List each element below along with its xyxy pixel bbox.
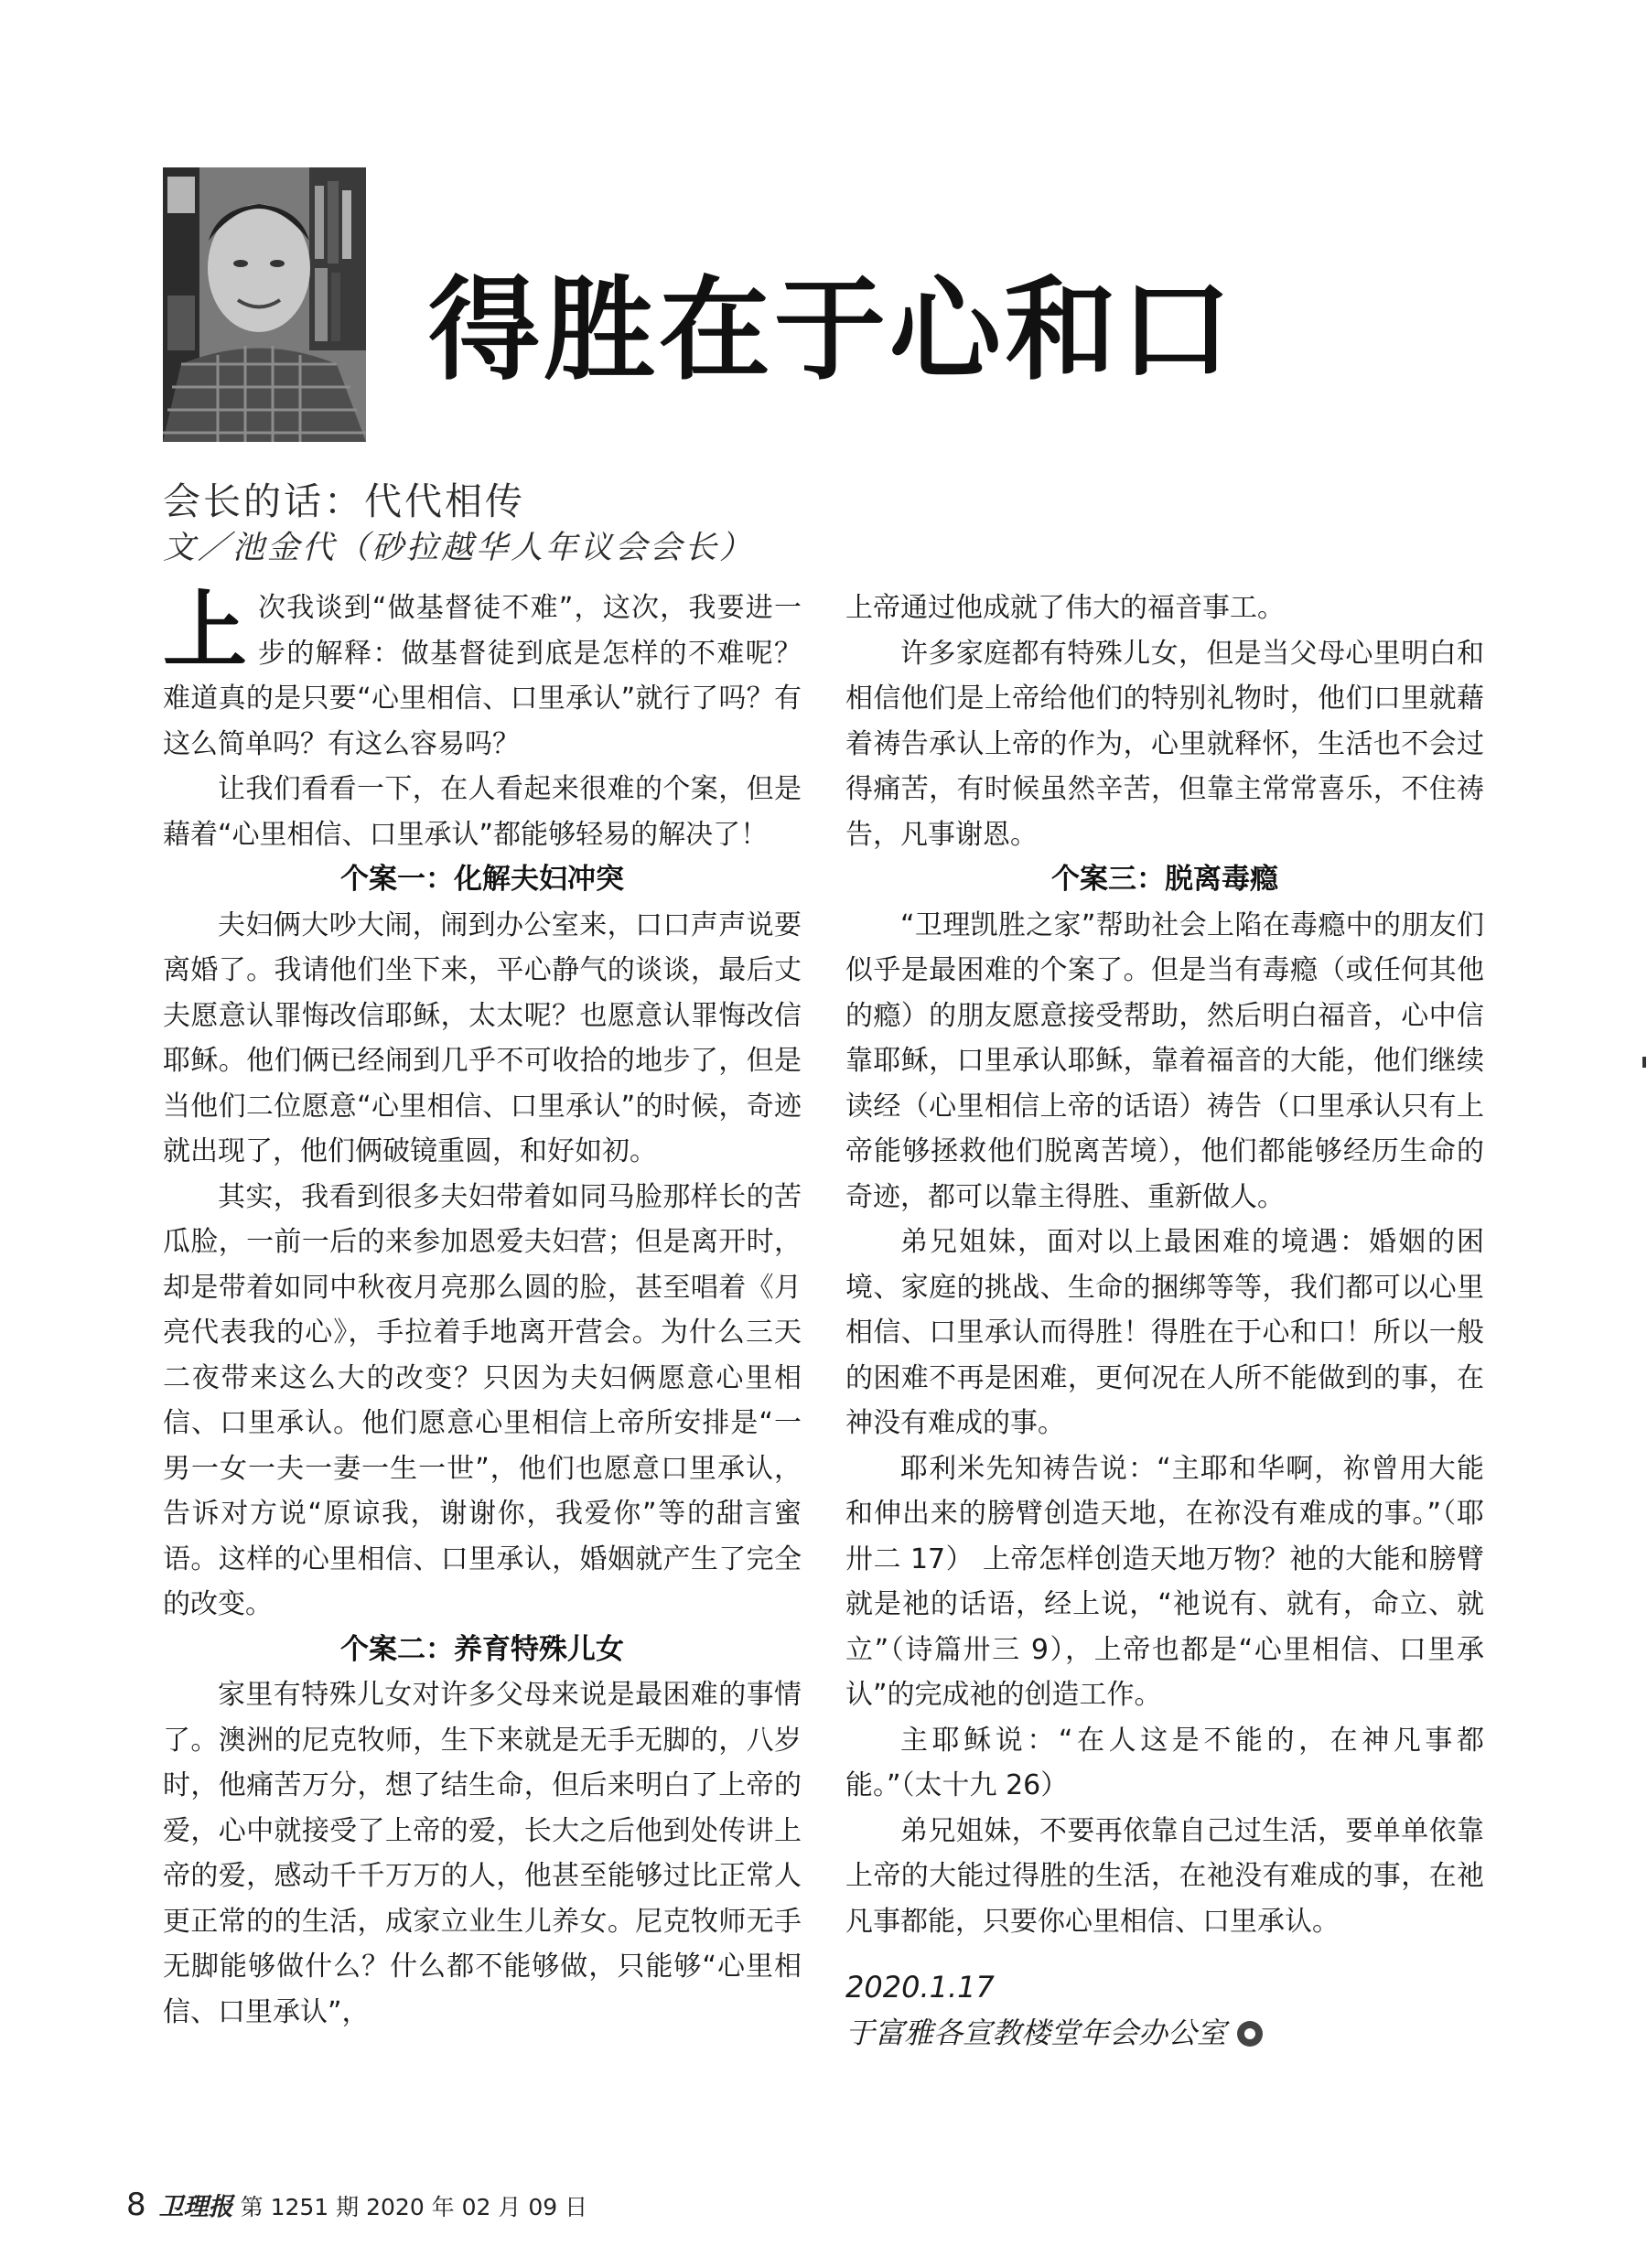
signature-place (845, 2010, 1484, 2056)
page-footer (126, 2188, 587, 2224)
article-column-right (845, 586, 1484, 2056)
paragraph: 让我们看看一下，在人看起来很难的个案，但是藉着“心里相信、口里承认”都能够轻易的解决了！ (163, 773, 802, 851)
paragraph: 弟兄姐妹，不要再依靠自己过生活，要单单依靠上帝的大能过得胜的生活，在祂没有难成的事，在祂凡事都能，只要你心里相信、口里承认。 (845, 1814, 1484, 1938)
paragraph: 弟兄姐妹，面对以上最困难的境遇：婚姻的困境、家庭的挑战、生命的捆绑等等，我们都可以心里相信、口里承认而得胜！得胜在于心和口！所以一般的困难不再是困难，更何况在人所不能做到的事，在神没有难成的事。 (845, 1226, 1484, 1439)
paragraph: 许多家庭都有特殊儿女，但是当父母心里明白和相信他们是上帝给他们的特别礼物时，他们口里就藉着祷告承认上帝的作为，心里就释怀，生活也不会过得痛苦，有时候虽然辛苦，但靠主常常喜乐，不住祷告，凡事谢恩。 (845, 637, 1484, 851)
drop-cap: 上 (163, 582, 248, 680)
column-series-heading: 会长的话：代代相传 (163, 479, 525, 523)
article-title: 得胜在于心和口 (428, 265, 1235, 395)
signature-place-text: 于富雅各宣教楼堂年会办公室 (845, 2015, 1227, 2050)
paragraph: 上帝通过他成就了伟大的福音事工。 (845, 592, 1285, 624)
page-number: 8 (126, 2187, 146, 2223)
paragraph: 耶利米先知祷告说：“主耶和华啊，祢曾用大能和伸出来的膀臂创造天地，在祢没有难成的事。”（耶卅二 17） 上帝怎样创造天地万物？祂的大能和膀臂就是祂的话语，经上说，“祂说有、就有，命立、就立”（诗篇卅三 9），上帝也都是“心里相信、口里承认”的完成祂的创造工作。 (845, 1452, 1484, 1711)
magazine-logo: 卫理报 (158, 2193, 233, 2221)
section-heading: 个案三：脱离毒瘾 (1051, 863, 1278, 896)
section-heading: 个案一：化解夫妇冲突 (340, 863, 624, 896)
signature-block (845, 1964, 1484, 2056)
paragraph: 主耶稣说：“在人这是不能的，在神凡事都能。”（太十九 26） (845, 1724, 1484, 1801)
author-portrait-image (163, 167, 366, 442)
paragraph: “卫理凯胜之家”帮助社会上陷在毒瘾中的朋友们似乎是最困难的个案了。但是当有毒瘾（或任何其他的瘾）的朋友愿意接受帮助，然后明白福音，心中信靠耶稣，口里承认耶稣，靠着福音的大能，他们继续读经（心里相信上帝的话语）祷告（口里承认只有上帝能够拯救他们脱离苦境），他们都能够经历生命的奇迹，都可以靠主得胜、重新做人。 (845, 908, 1484, 1213)
margin-mark (1642, 1057, 1646, 1068)
author-byline: 文／池金代（砂拉越华人年议会会长） (163, 530, 755, 566)
paragraph (163, 582, 802, 767)
end-mark-icon (1237, 2021, 1263, 2047)
paragraph: 家里有特殊儿女对许多父母来说是最困难的事情了。澳洲的尼克牧师，生下来就是无手无脚的，八岁时，他痛苦万分，想了结生命，但后来明白了上帝的爱，心中就接受了上帝的爱，长大之后他到处传讲上帝的爱，感动千千万万的人，他甚至能够过比正常人更正常的的生活，成家立业生儿养女。尼克牧师无手无脚能够做什么？什么都不能够做，只能够“心里相信、口里承认”， (163, 1679, 802, 2028)
author-photo (163, 167, 366, 442)
paragraph: 其实，我看到很多夫妇带着如同马脸那样长的苦瓜脸，一前一后的来参加恩爱夫妇营；但是离开时，却是带着如同中秋夜月亮那么圆的脸，甚至唱着《月亮代表我的心》，手拉着手地离开营会。为什么三天二夜带来这么大的改变？只因为夫妇俩愿意心里相信、口里承认。他们愿意心里相信上帝所安排是“一男一女一夫一妻一生一世”，他们也愿意口里承认，告诉对方说“原谅我，谢谢你，我爱你”等的甜言蜜语。这样的心里相信、口里承认，婚姻就产生了完全的改变。 (163, 1180, 802, 1620)
paragraph: 夫妇俩大吵大闹，闹到办公室来，口口声声说要离婚了。我请他们坐下来，平心静气的谈谈，最后丈夫愿意认罪悔改信耶稣，太太呢？也愿意认罪悔改信耶稣。他们俩已经闹到几乎不可收拾的地步了，但是当他们二位愿意“心里相信、口里承认”的时候，奇迹就出现了，他们俩破镜重圆，和好如初。 (163, 908, 802, 1167)
signature-date: 2020.1.17 (845, 1970, 995, 2005)
section-heading: 个案二：养育特殊儿女 (340, 1632, 624, 1666)
article-column-left (163, 582, 802, 2035)
issue-info: 第 1251 期 2020 年 02 月 09 日 (240, 2194, 588, 2220)
paragraph-text: 次我谈到“做基督徒不难”，这次，我要进一步的解释：做基督徒到底是怎样的不难呢？难道真的是只要“心里相信、口里承认”就行了吗？有这么简单吗？有这么容易吗？ (163, 592, 802, 760)
